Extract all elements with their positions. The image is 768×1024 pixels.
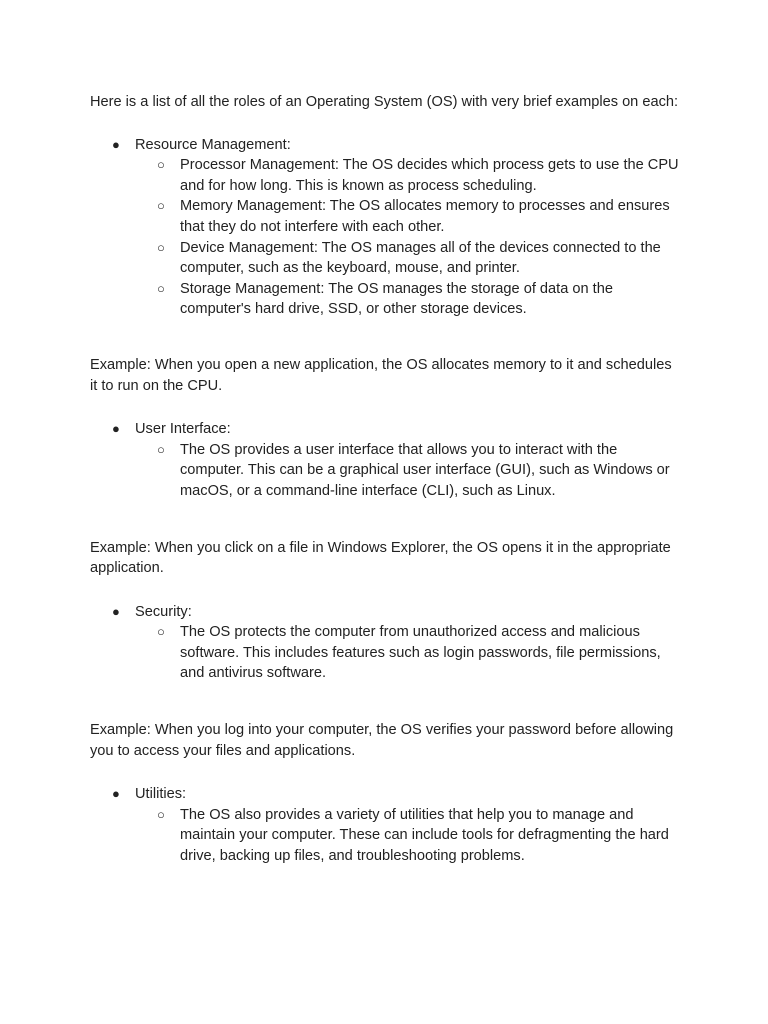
bullet-item — [90, 784, 680, 805]
section-title: Utilities: — [135, 786, 187, 803]
sub-list-item — [90, 805, 680, 867]
bullet-item — [90, 135, 680, 156]
bullet-icon: ● — [112, 136, 120, 152]
sub-item-text: Device Management: The OS manages all of the devices connected to the computer, such as the keyboard, mouse, and printer. — [180, 239, 661, 277]
sub-list-item — [90, 238, 680, 279]
section-title: Resource Management: — [135, 136, 291, 153]
example-paragraph: Example: When you open a new application, the OS allocates memory to it and schedules it to run on the CPU. — [90, 356, 672, 394]
section-utilities — [90, 784, 680, 866]
example-paragraph: Example: When you click on a file in Windows Explorer, the OS opens it in the appropriate application. — [90, 539, 671, 577]
circle-bullet-icon: ○ — [157, 441, 165, 457]
bullet-icon: ● — [112, 786, 120, 802]
circle-bullet-icon: ○ — [157, 624, 165, 640]
intro-paragraph: Here is a list of all the roles of an Operating System (OS) with very brief examples on each: — [90, 94, 679, 110]
bullet-icon: ● — [112, 603, 120, 619]
section-user-interface — [90, 419, 680, 501]
bullet-icon: ● — [112, 421, 120, 437]
circle-bullet-icon: ○ — [157, 280, 165, 296]
section-title: Security: — [135, 603, 192, 620]
sub-list-item — [90, 279, 680, 320]
circle-bullet-icon: ○ — [157, 198, 165, 214]
circle-bullet-icon: ○ — [157, 806, 165, 822]
sub-list — [90, 805, 680, 867]
document-page — [90, 92, 680, 867]
bullet-item — [90, 602, 680, 623]
sub-list-item — [90, 440, 680, 502]
sub-item-text: The OS protects the computer from unauthorized access and malicious software. This includes features such as login passwords, file permissions, and antivirus software. — [180, 624, 661, 682]
sub-item-text: Processor Management: The OS decides which process gets to use the CPU and for how long. This is known as process scheduling. — [180, 157, 679, 194]
sub-item-text: Memory Management: The OS allocates memory to processes and ensures that they do not interfere with each other. — [180, 198, 670, 235]
sub-list — [90, 155, 680, 320]
sub-list — [90, 440, 680, 502]
bullet-item — [90, 419, 680, 440]
section-security — [90, 602, 680, 684]
sub-list — [90, 622, 680, 684]
circle-bullet-icon: ○ — [157, 239, 165, 255]
sub-item-text: Storage Management: The OS manages the storage of data on the computer's hard drive, SSD, or other storage devices. — [180, 280, 613, 318]
section-resource-management — [90, 135, 680, 320]
example-paragraph: Example: When you log into your computer, the OS verifies your password before allowing you to access your files and applications. — [90, 722, 674, 759]
sub-item-text: The OS provides a user interface that allows you to interact with the computer. This can be a graphical user interface (GUI), such as Windows or macOS, or a command-line interface (CLI), such as Linux. — [180, 441, 670, 499]
section-title: User Interface: — [135, 421, 231, 438]
sub-list-item — [90, 622, 680, 684]
sub-list-item — [90, 155, 680, 196]
circle-bullet-icon: ○ — [157, 157, 165, 173]
sub-item-text: The OS also provides a variety of utilities that help you to manage and maintain your computer. These can include tools for defragmenting the hard drive, backing up files, and troubleshooting problems. — [180, 806, 669, 865]
sub-list-item — [90, 196, 680, 237]
